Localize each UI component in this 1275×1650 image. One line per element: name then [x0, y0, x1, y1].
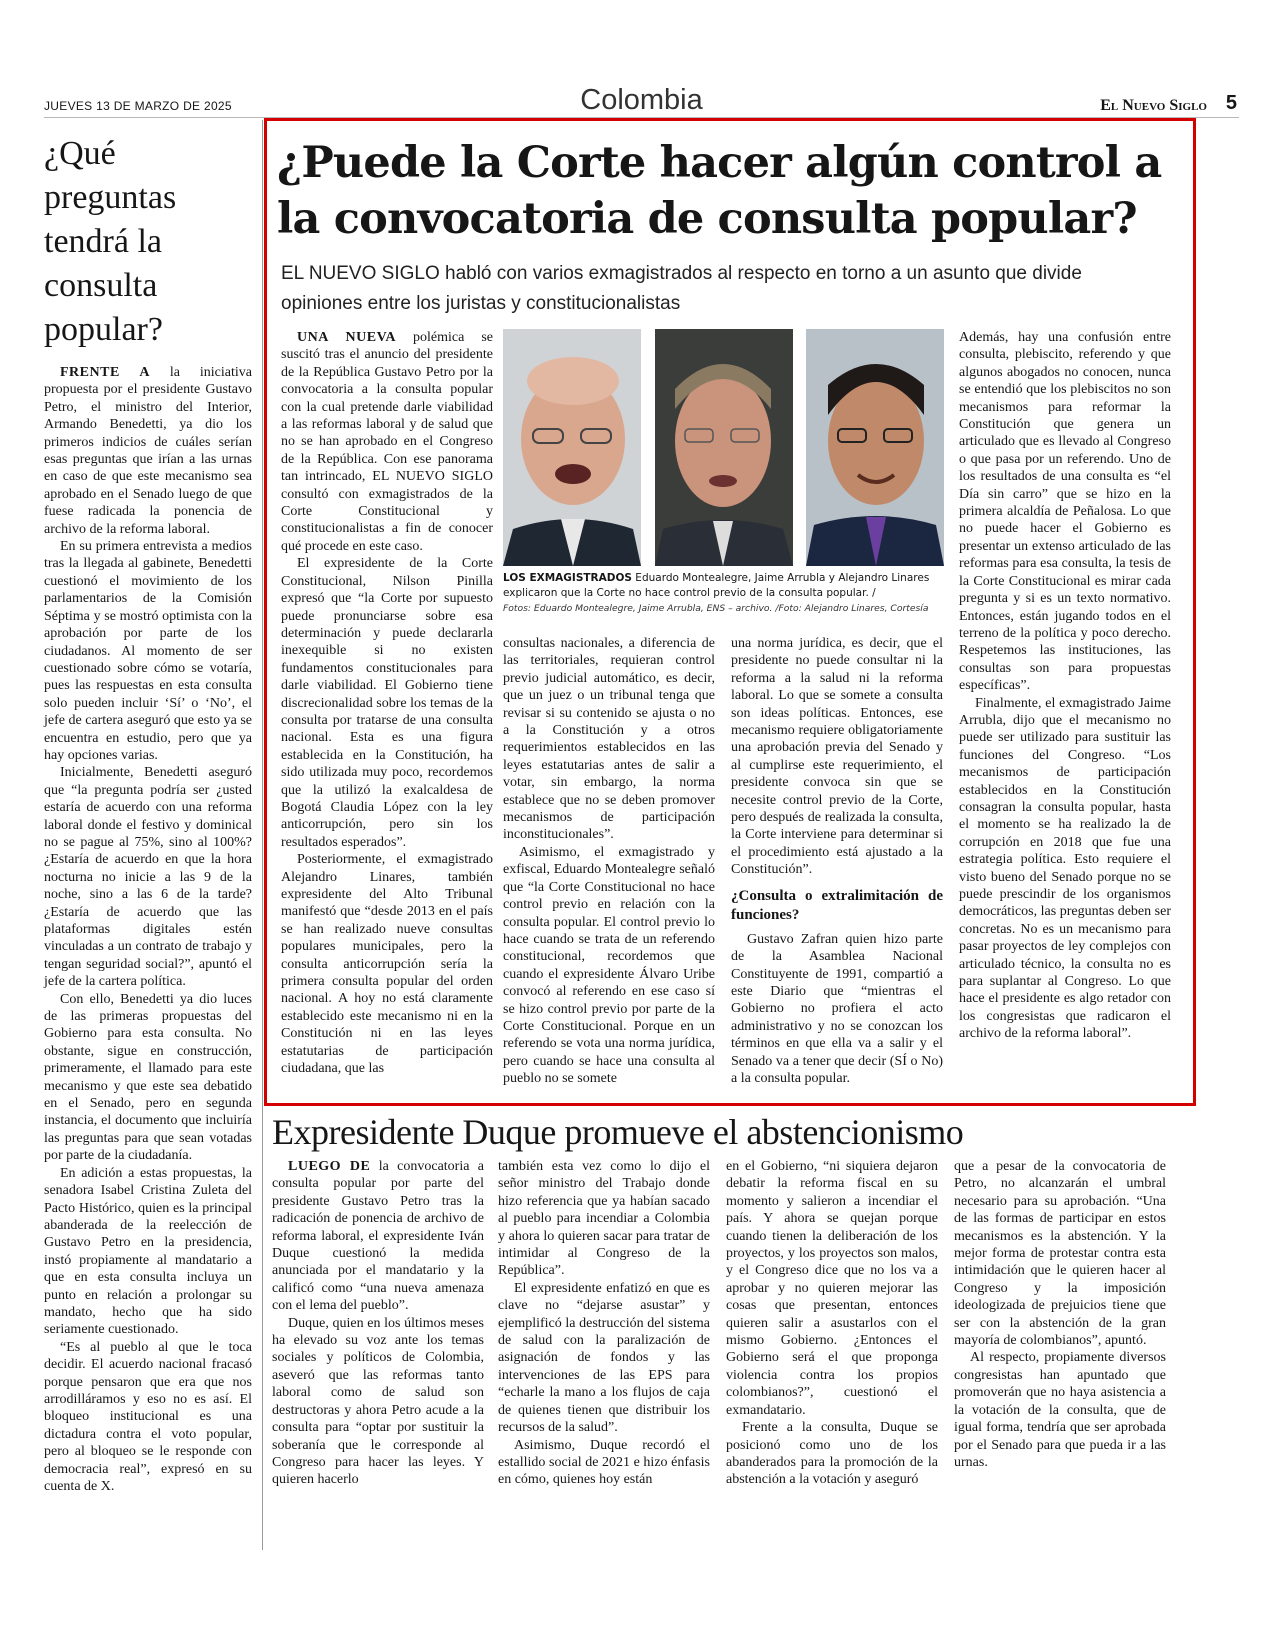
feature-paragraph: Posteriormente, el exmagistrado Alejandro Linares, también expresidente del Alto Tribunal manifestó que “desde 2013 en el país se han realizado nueve consultas populares municipales, pero la consulta anticorrupción sería la primera consulta popular del orden nacional. A hoy no está claramente establecido este mecanismo ni en la Constitución ni en las leyes estatutarias de participación ciudadana, que las	[281, 852, 493, 1077]
feature-column-1	[281, 329, 493, 1077]
caption-kicker: LOS EXMAGISTRADOS	[503, 572, 632, 584]
sidebar-paragraph: En adición a estas propuestas, la senadora Isabel Cristina Zuleta del Pacto Histórico, quien es la principal abanderada de la reelección de Gustavo Petro en la presidencia, instó propiamente al mandatario a que en esta consulta incluya un punto en relación a prolongar su mandato, hecho que ha sido seriamente cuestionado.	[44, 1165, 252, 1338]
feature-paragraph: una norma jurídica, es decir, que el presidente no puede consultar ni la reforma a la salud ni la reforma laboral. Lo que se somete a consulta son ideas políticas. Entonces, ese mecanismo requiere obligatoriamente una aprobación previa del Senado y al cumplirse este requerimiento, el presidente convoca sin que se necesite control previo de la Corte, pero después de realizada la consulta, la Corte interviene para determinar si el procedimiento está ajustado a la Constitución”.	[731, 636, 943, 878]
sidebar-body	[44, 364, 252, 1495]
caption-text: Eduardo Montealegre, Jaime Arrubla y Alejandro Linares explicaron que la Corte no hace control previo de la consulta popular. /	[503, 572, 930, 599]
sidebar-paragraph: En su primera entrevista a medios tras la llegada al gabinete, Benedetti cuestionó el movimiento de los parlamentarios de la Comisión Séptima y se mostró optimista con la aprobación por parte de los ciudadanos. Al momento de ser cuestionado sobre cómo se votaría, pues las respuestas en esta consulta solo pueden incluir ‘Sí’ o ‘No’, el jefe de cartera aseguró que esto ya se encuentra en estudio, pero que ya hay opciones varias.	[44, 539, 252, 763]
feature-paragraph	[281, 329, 493, 555]
lower-paragraph: Asimismo, Duque recordó el estallido social de 2021 e hizo énfasis en cómo, quienes hoy están	[498, 1437, 710, 1488]
newspaper-brand: El Nuevo Siglo	[1100, 97, 1207, 114]
lower-paragraph-text: la convocatoria a consulta popular por parte del presidente Gustavo Petro tras la radicación de ponencia de archivo de reforma laboral, el expresidente Iván Duque cuestionó la medida anunciada por el mandatario y la calificó como “una nueva amenaza con el lema del pueblo”.	[272, 1159, 484, 1314]
feature-headline: ¿Puede la Corte hacer algún control a la convocatoria de consulta popular?	[277, 138, 1162, 244]
feature-paragraph: Gustavo Zafran quien hizo parte de la Asamblea Nacional Constituyente de 1991, compartió a este Diario que “mientras el Gobierno no profiera el acto administrativo y no se conozcan los términos en que ella va a salir y el Senado va a tener que decir (SÍ o No) a la consulta popular.	[731, 931, 943, 1086]
feature-paragraph: Asimismo, el exmagistrado y exfiscal, Eduardo Montealegre señaló que “la Corte Constitucional no hace control previo en relación con la consulta popular. El control previo lo hace cuando se trata de un referendo constitucional, recordemos que cuando el expresidente Álvaro Uribe convocó al referendo en ese caso sí se hizo control previo por parte de la Corte Constitucional. Porque en un referendo se vota una norma jurídica, pero cuando se hace una consulta al pueblo no se somete	[503, 844, 715, 1087]
portrait-photo-montealegre	[503, 329, 641, 566]
lower-column-4	[954, 1158, 1166, 1471]
portrait-photo-linares	[806, 329, 944, 566]
portrait-photo-arrubla	[655, 329, 793, 566]
lower-paragraph: en el Gobierno, “ni siquiera dejaron debatir la reforma fiscal en su momento y salieron a incendiar el país. Y ahora se quejan porque cuando tienen la deliberación de los proyectos, y los proyectos son malos, y el Congreso dice que no los va a aprobar y no quieren mejorar las cosas que presentan, entonces quieren salir a asustarlos con el mismo Gobierno. ¿Entonces el Gobierno será el que proponga violencia contra los propios colombianos?”, cuestionó el exmandatario.	[726, 1159, 938, 1418]
sidebar-article	[44, 132, 252, 1495]
masthead	[44, 86, 1239, 118]
feature-article	[264, 118, 1196, 1106]
lower-paragraph: también esta vez como lo dijo el señor ministro del Trabajo donde hizo referencia que ya habían sacado al pueblo para incendiar a Colombia y ahora lo quieren sacar para tratar de intimidar al Congreso de la República”.	[498, 1159, 710, 1279]
photo-caption	[503, 571, 946, 616]
lower-column-3	[726, 1158, 938, 1489]
sidebar-paragraph: Inicialmente, Benedetti aseguró que “la pregunta podría ser ¿usted estaría de acuerdo con una reforma laboral donde el festivo y dominical no se pague al 75%, sino al 100%? ¿Estaría de acuerdo en que la hora nocturna no inicie a las 9 de la noche, sino a las 6 de la tarde? ¿Estaría de acuerdo que las plataformas digitales estén vinculadas a un contrato de trabajo y tengan seguridad social?”, apuntó el jefe de la cartera política.	[44, 765, 252, 990]
column-divider	[262, 120, 263, 1550]
page-number: 5	[1225, 92, 1237, 114]
sidebar-paragraph-text: la iniciativa propuesta por el presidente Gustavo Petro, el ministro del Interior, Armando Benedetti, ya dio los primeros indicios de cuáles serían esas preguntas que irían a las urnas en caso de que este mecanismo sea aprobado en el Senado luego de que fuese radicada la ponencia de archivo de la reforma laboral.	[44, 365, 252, 537]
lower-paragraph	[272, 1158, 484, 1315]
section-title: Colombia	[580, 84, 703, 116]
lower-article	[272, 1110, 1196, 1488]
feature-paragraph: consultas nacionales, a diferencia de las territoriales, requieran control previo judicial automático, es decir, que un juez o un tribunal tenga que revisar si su contenido se ajusta o no a la Constitución y a otros requerimientos establecidos en las leyes estatutarias antes de salir a votar, sin embargo, la norma establece que no se deben promover mecanismos de participación inconstitucionales”.	[503, 636, 715, 843]
lower-headline: Expresidente Duque promueve el abstencionismo	[272, 1112, 964, 1152]
sidebar-paragraph: “Es al pueblo al que le toca decidir. El acuerdo nacional fracasó porque pensaron que era que nos arrodilláramos y eso no es así. El bloqueo institucional es una dictadura contra el voto popular, pero al bloqueo se le responde con democracia real”, expresó en su cuenta de X.	[44, 1339, 252, 1494]
lower-paragraph: El expresidente enfatizó en que es clave no “dejarse asustar” y ejemplificó la destrucción del sistema de salud con la paralización de asignación de fondos y las intervenciones de las EPS para “echarle la mano a los flujos de caja de quienes tienen que distribuir los recursos de la salud”.	[498, 1280, 710, 1436]
feature-deck: EL NUEVO SIGLO habló con varios exmagistrados al respecto en torno a un asunto que divide opiniones entre los juristas y constitucionalistas	[281, 263, 1082, 314]
feature-column-2	[503, 635, 715, 1088]
lower-paragraph: Frente a la consulta, Duque se posicionó como uno de los abanderados para la promoción de la abstención a la votación y aseguró	[726, 1420, 938, 1488]
lower-paragraph: que a pesar de la convocatoria de Petro, no alcanzarán el umbral necesario para su aprobación. “Una de las formas de participar en estos mecanismos es la abstención. Y la mejor forma de protestar contra esta intimidación que le quieren hacer al Congreso y la imposición ideologizada de prejuicios tiene que ser con la abstención de la gran mayoría de colombianos”, apuntó.	[954, 1159, 1166, 1349]
photo-credit: Fotos: Eduardo Montealegre, Jaime Arrubla, ENS – archivo. /Foto: Alejandro Linares, Cortesía	[503, 603, 929, 614]
photo-strip	[503, 329, 946, 566]
lower-kicker: LUEGO DE	[288, 1159, 371, 1174]
feature-column-3	[731, 635, 943, 1087]
lower-paragraph: Duque, quien en los últimos meses ha elevado su voz ante los temas sociales y políticos de Colombia, aseveró que las reformas tanto laboral como de salud son destructoras y ahora Petro acude a la consulta para “optar por sustituir la soberanía que le corresponde al Congreso para hacer las leyes. Y quieren hacerlo	[272, 1315, 484, 1488]
sidebar-headline: ¿Qué preguntas tendrá la consulta popular?	[44, 135, 177, 348]
feature-paragraph: El expresidente de la Corte Constitucional, Nilson Pinilla expresó que “la Corte por supuesto puede pronunciarse sobre esa determinación y puede declararla inexequible si no existen fundamentos constitucionales para darle viabilidad. El Gobierno tiene discrecionalidad sobre los temas de la consulta por tratarse de una consulta nacional. Esta es una figura establecida en la Constitución, ha sido utilizada muy poco, recordemos que la utilizó la exalcaldesa de Bogotá Claudia López con la ley anticorrupción, pero sin los resultados esperados”.	[281, 556, 493, 850]
sidebar-paragraph: Con ello, Benedetti ya dio luces de las primeras propuestas del Gobierno para esta consulta. No obstante, sigue en construcción, primeramente, el llamado para este mecanismo y que este sea debatido en el Senado, pero en segunda instancia, el documento que incluiría las preguntas para que sean votadas por parte de la ciudadanía.	[44, 991, 252, 1164]
feature-paragraph-text: polémica se suscitó tras el anuncio del presidente de la República Gustavo Petro por la convocatoria a la consulta popular con la cual pretende darle viabilidad a las reformas laboral y de salud que no se han aprobado en el Congreso de la República. Con ese panorama tan intrincado, EL NUEVO SIGLO consultó con exmagistrados de la Corte Constitucional y constitucionalistas a fin de conocer qué procede en este caso.	[281, 330, 493, 554]
feature-subhead: ¿Consulta o extralimitación de funciones?	[731, 887, 943, 923]
feature-column-4	[959, 329, 1171, 1043]
sidebar-kicker: FRENTE A	[60, 365, 151, 380]
sidebar-paragraph	[44, 364, 252, 538]
feature-paragraph: Finalmente, el exmagistrado Jaime Arrubla, dijo que el mecanismo no puede ser utilizado para sustituir las funciones del Congreso. “Los mecanismos de participación establecidos en la Constitución consagran la consulta popular, hasta el momento se ha realizado la de corrupción en 2018 que fue una estrategia política. Esto requiere el visto bueno del Senado porque no se puede prescindir de los organismos democráticos, las preguntas deben ser concretas. No es un mecanismo para pasar proyectos de ley complejos con articulado técnico, la consulta no es para suplantar al Congreso. Lo que hace el presidente es algo retador con los congresistas que radicaron el archivo de la reforma laboral”.	[959, 695, 1171, 1042]
lower-paragraph: Al respecto, propiamente diversos congresistas han apuntado que promoverán que no haya asistencia a la votación de la consulta, que de igual forma, tendría que ser aprobada por el Senado para que pueda ir a las urnas.	[954, 1350, 1166, 1470]
lower-column-1	[272, 1158, 484, 1489]
feature-paragraph: Además, hay una confusión entre consulta, plebiscito, referendo y que algunos abogados no conocen, nunca se entendió que los plebiscitos no son mecanismos para reformar la Constitución que genera un articulado que es llevado al Congreso o que pasa por un referendo. Uno de los resultados de una consulta es “el Día sin carro” que se hizo en la primera alcaldía de Peñalosa. Lo que no puede hacer el Gobierno es presentar un extenso articulado de las reformas para esa consulta, la tesis de la Corte Constitucional es mirar cada pregunta y si es un texto normativo. Entonces, están jugando todos en el terreno de la política y poco derecho. Respetemos las instituciones, las consultas son para propuestas específicas”.	[959, 330, 1171, 694]
issue-date: JUEVES 13 DE MARZO DE 2025	[44, 99, 232, 113]
lower-column-2	[498, 1158, 710, 1489]
feature-kicker: UNA NUEVA	[297, 330, 397, 345]
